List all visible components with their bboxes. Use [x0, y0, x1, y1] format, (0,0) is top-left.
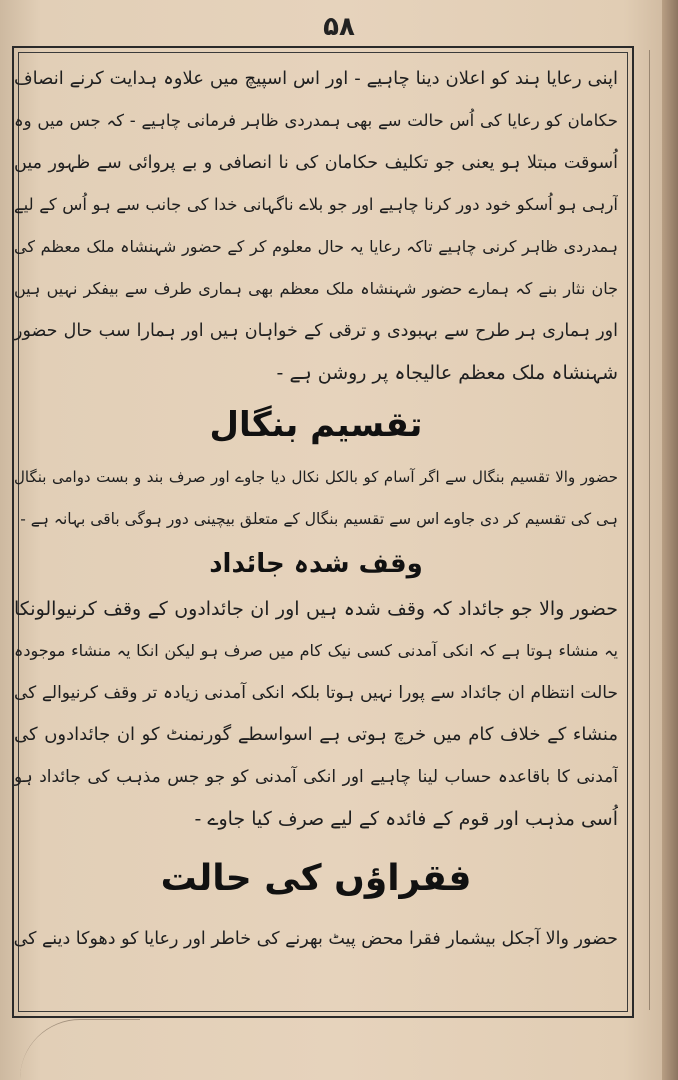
text-line: ہی کی تقسیم کر دی جاوے اس سے تقسیم بنگال کے متعلق بیچینی دور ہوگی باقی بہانہ ہے - — [20, 510, 618, 528]
text-line: حالت انتظام ان جائداد سے پورا نہیں ہوتا بلکہ انکی آمدنی زیادہ تر وقف کرنیوالے کی — [14, 683, 618, 703]
text-line: حضور والا جو جائداد کہ وقف شدہ ہیں اور ان جائدادوں کے وقف کرنیوالونکا — [14, 598, 618, 620]
text-line: آمدنی کا باقاعدہ حساب لینا چاہیے اور انکی آمدنی کو جو جس مذہب کی جائداد ہو — [14, 767, 618, 787]
faqir-paragraph — [14, 918, 618, 960]
bengal-paragraph — [14, 456, 618, 540]
text-line: حکامان کو رعایا کی اُس حالت سے بھی ہمدردی ظاہر فرمانی چاہیے - کہ جس میں وہ — [14, 111, 618, 130]
text-line: منشاء کے خلاف کام میں خرچ ہوتی ہے اسواسطے گورنمنٹ کو ان جائدادوں کی — [14, 724, 618, 745]
book-spine — [662, 0, 678, 1080]
text-line: ہمدردی ظاہر کرنی چاہیے تاکہ رعایا یہ حال معلوم کر کے حضور شہنشاہ ملک معظم کی — [14, 237, 618, 256]
heading-faqir-condition: فقراؤں کی حالت — [160, 858, 472, 899]
waqf-paragraph — [14, 588, 618, 840]
page-number: ۵۸ — [323, 12, 355, 42]
text-line: شہنشاہ ملک معظم عالیجاہ پر روشن ہے - — [276, 362, 618, 384]
heading-bengal-partition: تقسیم بنگال — [209, 405, 423, 445]
intro-paragraph — [14, 58, 618, 394]
text-line: حضور والا تقسیم بنگال سے اگر آسام کو بالکل نکال دیا جاوے اور صرف بند و بست دوامی بنگال — [14, 468, 618, 486]
text-line: اُسوقت مبتلا ہو یعنی جو تکلیف حکامان کی نا انصافی و بے پروائی سے ظہور میں — [14, 153, 618, 173]
text-line: جان نثار بنے کہ ہمارے حضور شہنشاہ ملک معظم بھی ہماری طرف سے بیفکر نہیں ہیں — [14, 279, 618, 298]
text-line: آرہی ہو اُسکو خود دور کرنا چاہیے اور جو بلاے ناگہانی خدا کی جانب سے ہو اُس کے لیے — [14, 195, 618, 214]
gutter-shadow — [649, 50, 650, 1010]
text-line: حضور والا آجکل بیشمار فقرا محض پیٹ بھرنے کی خاطر اور رعایا کو دھوکا دینے کی — [14, 929, 618, 949]
heading-waqf-property: وقف شدہ جائداد — [209, 549, 423, 579]
page-text — [14, 58, 618, 960]
text-line: یہ منشاء ہوتا ہے کہ انکی آمدنی کسی نیک کام میں صرف ہو لیکن انکا یہ منشاء موجودہ — [14, 641, 618, 660]
text-line: اپنی رعایا ہند کو اعلان دینا چاہیے - اور اس اسپیچ میں علاوہ ہدایت کرنے انصاف — [14, 68, 618, 89]
page-curl — [20, 1019, 140, 1080]
text-line: اور ہماری ہر طرح سے بہبودی و ترقی کے خواہان ہیں اور ہمارا سب حال حضور — [14, 321, 618, 341]
text-line: اُسی مذہب اور قوم کے فائدہ کے لیے صرف کیا جاوے - — [194, 808, 618, 830]
